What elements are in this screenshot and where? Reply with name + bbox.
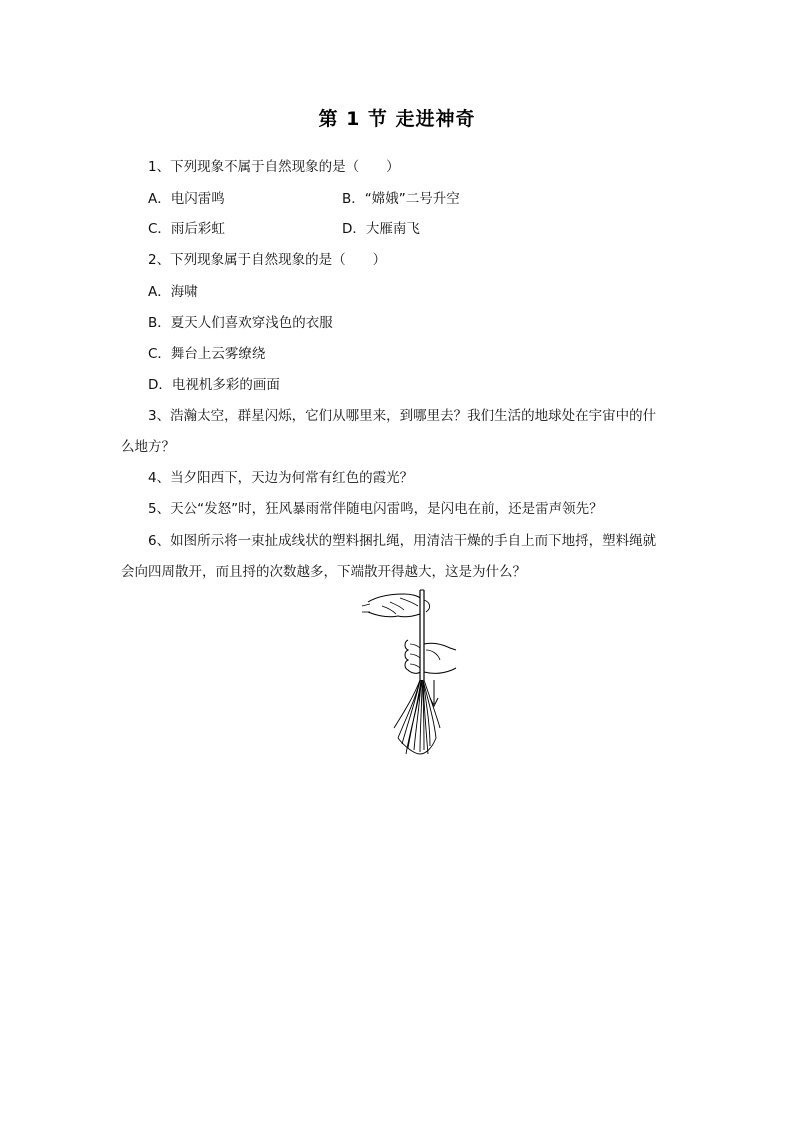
question-1-option-c: C．雨后彩虹 <box>148 221 225 237</box>
question-6-stem-line2: 会向四周散开，而且捋的次数越多，下端散开得越大，这是为什么？ <box>121 564 526 580</box>
question-1-stem: 1、下列现象不属于自然现象的是（ ） <box>148 159 400 175</box>
hand-stroking-plastic-strands-illustration <box>360 588 460 756</box>
question-4-stem: 4、当夕阳西下，天边为何常有红色的霞光？ <box>148 470 414 486</box>
page-title: 第 1 节 走进神奇 <box>318 108 476 130</box>
question-3-stem-line1: 3、浩瀚太空，群星闪烁，它们从哪里来，到哪里去？我们生活的地球处在宇宙中的什 <box>148 408 657 424</box>
question-2-stem: 2、下列现象属于自然现象的是（ ） <box>148 252 387 268</box>
question-1-option-b: B．“嫦娥”二号升空 <box>342 191 460 207</box>
question-2-option-b: B．夏天人们喜欢穿浅色的衣服 <box>148 315 333 331</box>
question-2-option-d: D．电视机多彩的画面 <box>148 377 280 393</box>
question-2-option-c: C．舞台上云雾缭绕 <box>148 346 266 362</box>
question-1-option-a: A．电闪雷鸣 <box>148 191 225 207</box>
question-3-stem-line2: 么地方？ <box>121 439 175 455</box>
question-5-stem: 5、天公“发怒”时，狂风暴雨常伴随电闪雷鸣，是闪电在前，还是雷声领先？ <box>148 501 603 517</box>
question-2-option-a: A．海啸 <box>148 284 198 300</box>
question-6-stem-line1: 6、如图所示将一束扯成线状的塑料捆扎绳，用清洁干燥的手自上而下地捋，塑料绳就 <box>148 533 657 549</box>
question-1-option-d: D．大雁南飞 <box>342 221 420 237</box>
